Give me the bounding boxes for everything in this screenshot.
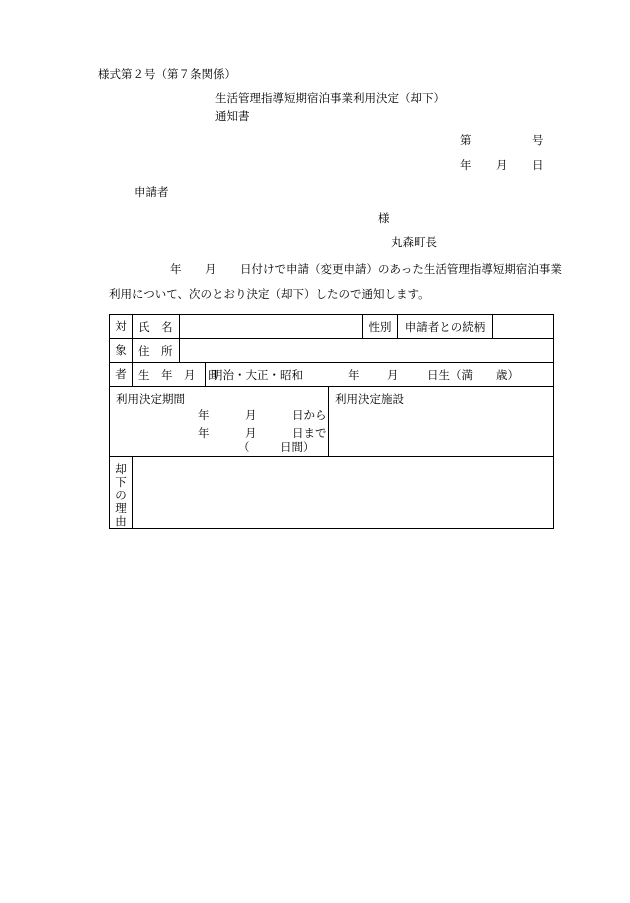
rejection-char: 却 [115, 462, 127, 476]
number-prefix: 第 [460, 133, 472, 147]
period-days: 日間） [280, 440, 315, 454]
rejection-char: 理 [115, 501, 127, 515]
body-line2: 利用について、次のとおり決定（却下）したので通知します。 [109, 287, 430, 301]
birth-day-age: 日生（満 [427, 368, 473, 382]
period-label: 利用決定期間 [116, 392, 185, 406]
period-to-day: 日まで [292, 426, 327, 440]
notice-form-table [109, 314, 554, 529]
relation-label: 申請者との続柄 [398, 315, 493, 339]
rejection-char: 下 [115, 475, 127, 489]
subject-label-3: 者 [110, 363, 133, 387]
date-year: 年 [460, 158, 472, 172]
rejection-reason-field[interactable] [133, 457, 554, 529]
issuer: 丸森町長 [391, 235, 437, 249]
period-from-month: 月 [245, 408, 257, 422]
subject-label-1: 対 [110, 315, 133, 339]
birth-month: 月 [387, 368, 399, 382]
era-text: 明治・大正・昭和 [211, 367, 303, 382]
rejection-char: 由 [115, 514, 127, 528]
document-title: 生活管理指導短期宿泊事業利用決定（却下） [215, 91, 445, 105]
age-unit: 歳） [496, 368, 519, 382]
birthdate-label: 生 年 月 日 [133, 363, 206, 387]
facility-cell[interactable] [329, 387, 554, 457]
name-field[interactable] [180, 315, 363, 339]
document-title-line2: 通知書 [215, 109, 250, 123]
period-from-year: 年 [198, 408, 210, 422]
number-suffix: 号 [532, 133, 544, 147]
relation-field[interactable] [493, 315, 554, 339]
name-label: 氏 名 [133, 315, 180, 339]
period-to-month: 月 [245, 426, 257, 440]
date-day: 日 [532, 158, 544, 172]
birthdate-field[interactable] [206, 363, 554, 387]
rejection-reason-label [110, 457, 133, 529]
address-field[interactable] [180, 339, 554, 363]
body-year: 年 [170, 262, 182, 276]
period-to-year: 年 [198, 426, 210, 440]
applicant-label: 申請者 [134, 185, 169, 199]
body-month: 月 [205, 262, 217, 276]
period-cell[interactable] [110, 387, 329, 457]
body-line1: 日付けで申請（変更申請）のあった生活管理指導短期宿泊事業 [240, 262, 562, 276]
gender-label: 性別 [363, 315, 398, 339]
birth-year: 年 [348, 368, 360, 382]
rejection-char: の [115, 488, 127, 502]
honorific: 様 [378, 211, 390, 225]
date-month: 月 [496, 158, 508, 172]
form-number: 様式第２号（第７条関係） [98, 67, 236, 81]
subject-label-2: 象 [110, 339, 133, 363]
period-paren-open: （ [238, 440, 250, 454]
period-from-day: 日から [292, 408, 327, 422]
address-label: 住 所 [133, 339, 180, 363]
facility-label: 利用決定施設 [335, 392, 404, 406]
